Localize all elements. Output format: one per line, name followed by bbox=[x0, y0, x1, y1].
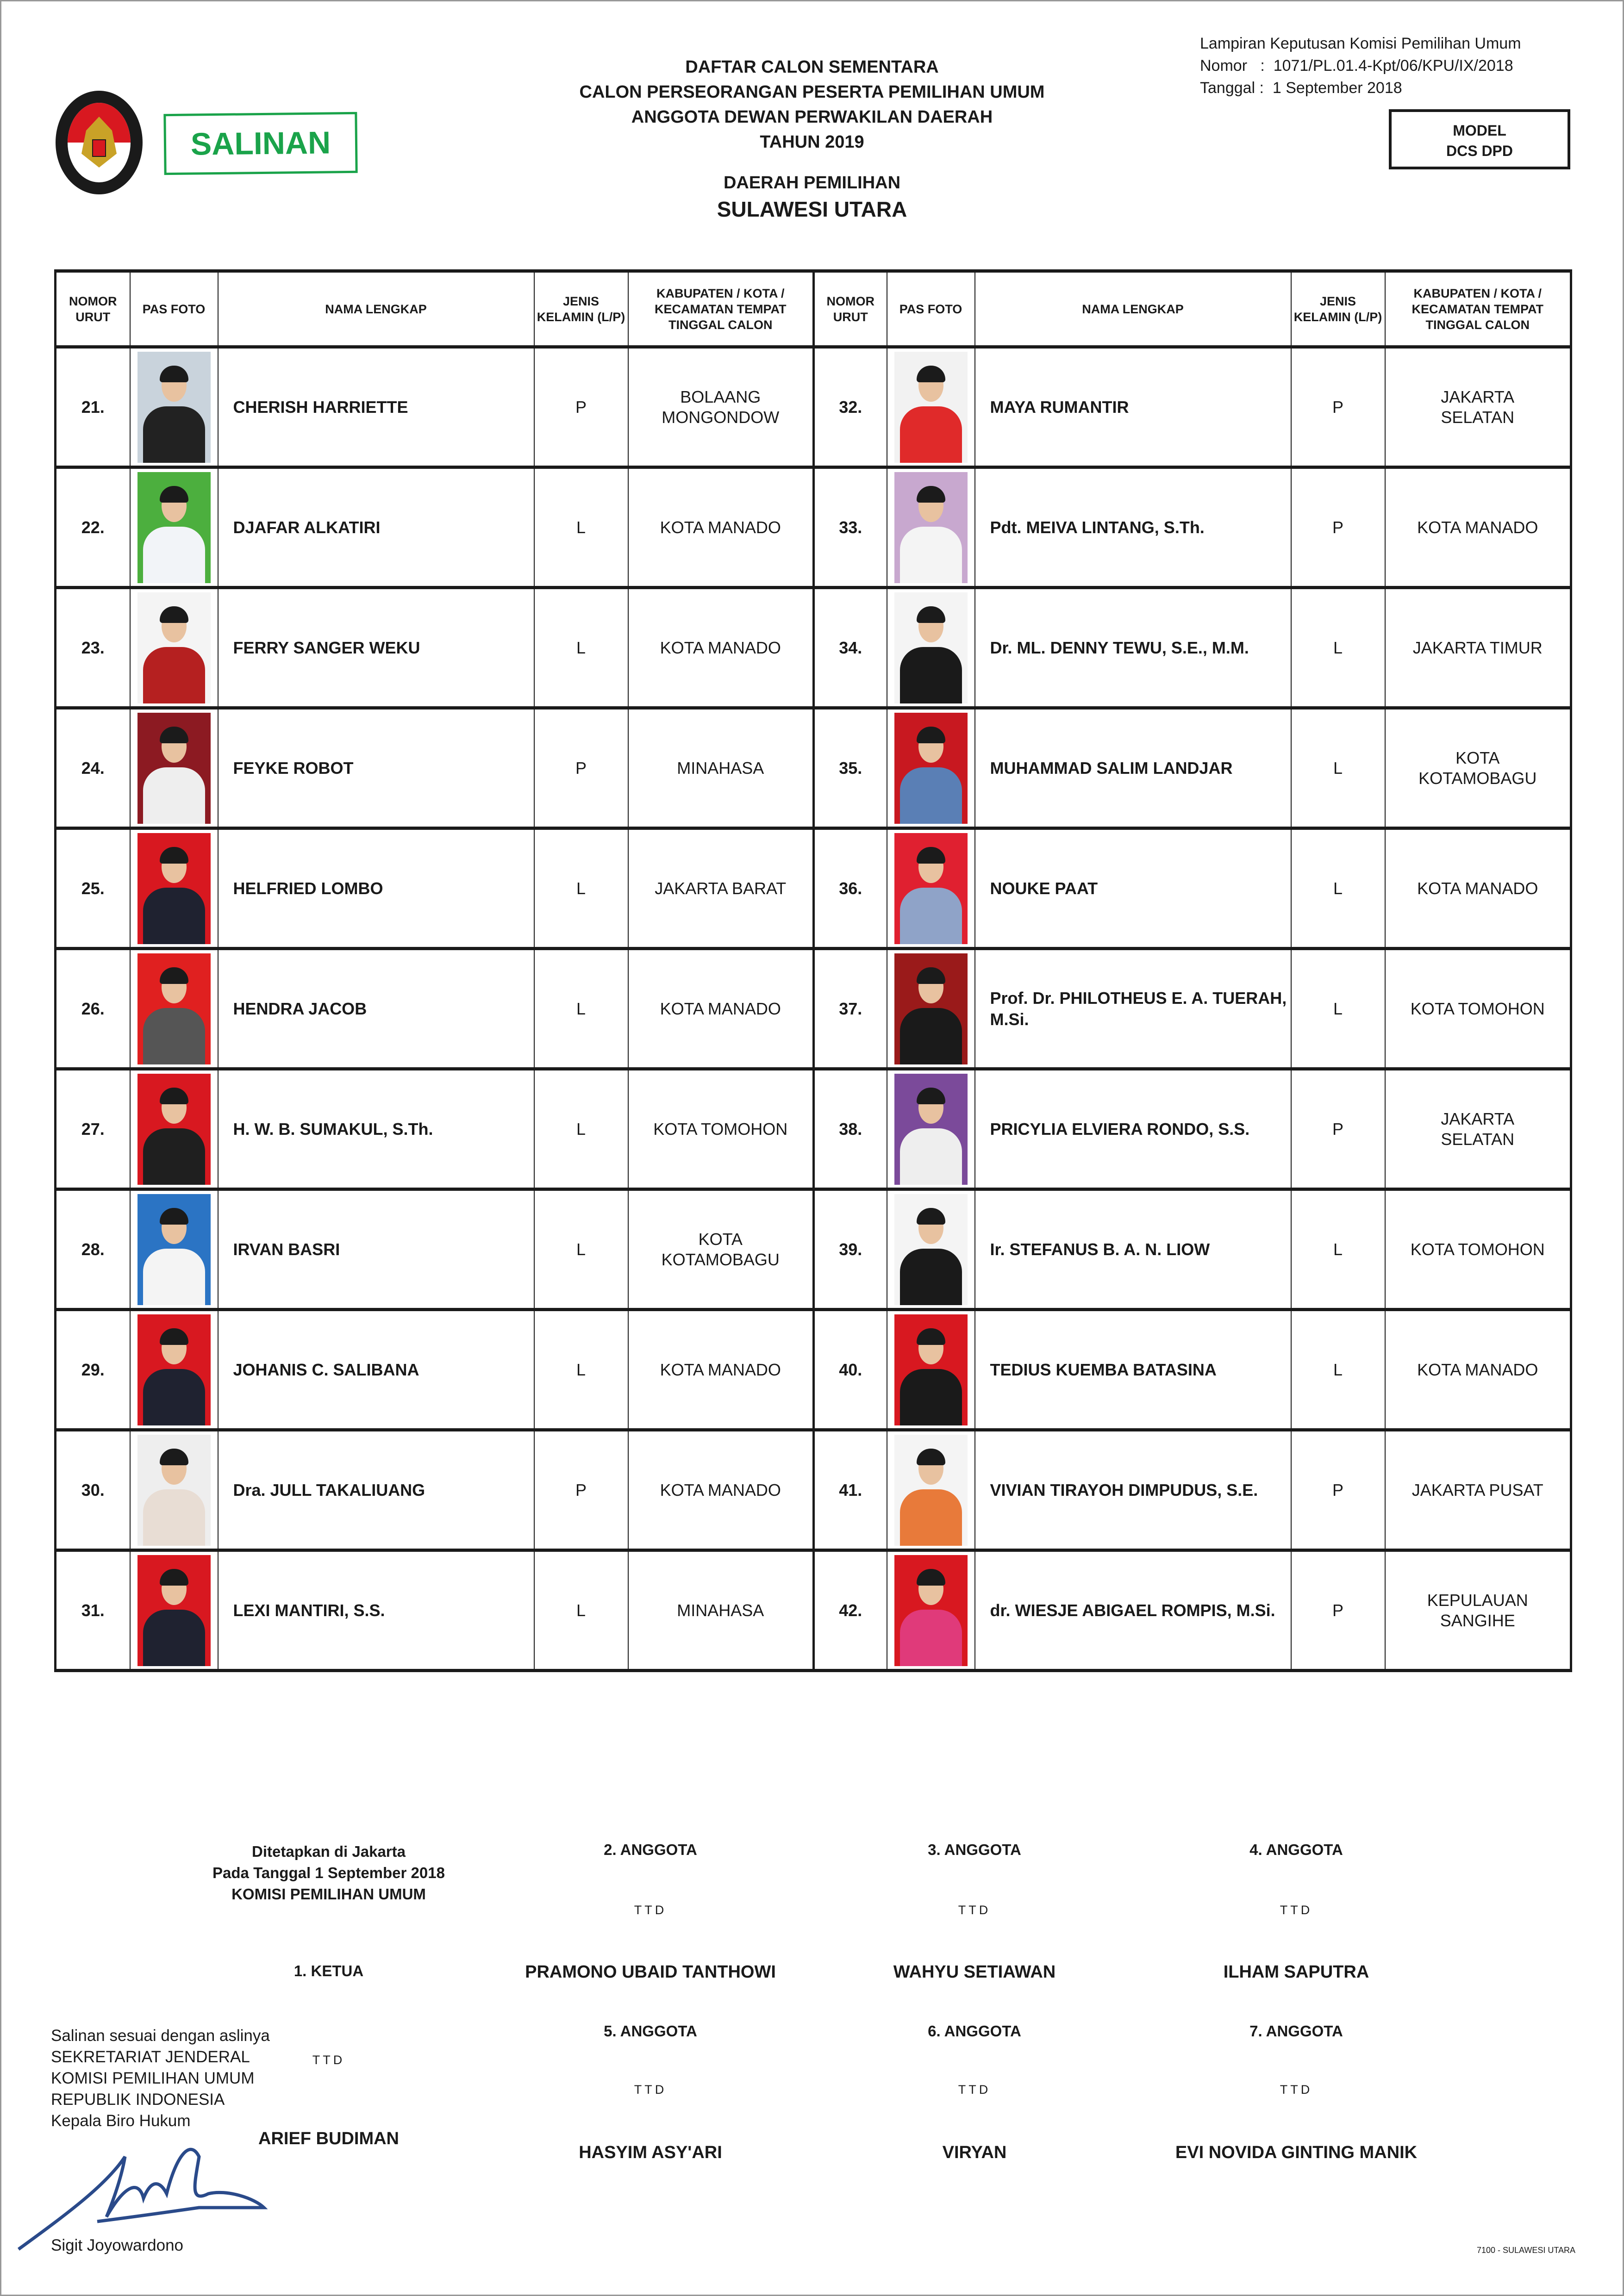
photo-hair bbox=[160, 967, 188, 984]
electoral-region bbox=[463, 170, 1161, 223]
photo-body bbox=[900, 1489, 962, 1546]
candidate-photo bbox=[137, 592, 211, 703]
candidate-number: 28. bbox=[56, 1189, 130, 1310]
candidate-gender: P bbox=[1291, 347, 1385, 467]
candidate-residence: KOTA TOMOHON bbox=[1385, 1189, 1571, 1310]
candidate-name: IRVAN BASRI bbox=[218, 1189, 534, 1310]
photo-hair bbox=[917, 967, 945, 984]
candidate-photo bbox=[894, 592, 968, 703]
model-code: DCS DPD bbox=[1446, 143, 1513, 159]
candidate-photo bbox=[137, 713, 211, 824]
candidate-number: 42. bbox=[814, 1550, 887, 1671]
candidate-photo bbox=[894, 1074, 968, 1185]
candidate-name: FERRY SANGER WEKU bbox=[218, 588, 534, 708]
photo-body bbox=[900, 1249, 962, 1305]
candidate-photo bbox=[137, 1314, 211, 1425]
signer-name: HASYIM ASY'ARI bbox=[579, 2143, 722, 2162]
cert-line: KOMISI PEMILIHAN UMUM bbox=[51, 2069, 255, 2087]
candidate-photo bbox=[894, 352, 968, 463]
candidate-name: H. W. B. SUMAKUL, S.Th. bbox=[218, 1069, 534, 1189]
candidate-gender: L bbox=[1291, 708, 1385, 828]
candidate-gender: L bbox=[534, 467, 628, 588]
photo-body bbox=[900, 527, 962, 583]
candidate-residence: KOTA MANADO bbox=[1385, 828, 1571, 949]
photo-cell bbox=[887, 1550, 975, 1671]
table-row bbox=[56, 1069, 1571, 1189]
candidate-photo bbox=[894, 953, 968, 1064]
candidate-residence: KOTA MANADO bbox=[628, 1310, 814, 1430]
photo-cell bbox=[887, 1430, 975, 1550]
candidate-number: 39. bbox=[814, 1189, 887, 1310]
title-line: CALON PERSEORANGAN PESERTA PEMILIHAN UMUM bbox=[579, 82, 1045, 102]
candidate-gender: L bbox=[1291, 588, 1385, 708]
candidate-number: 33. bbox=[814, 467, 887, 588]
candidate-photo bbox=[894, 1435, 968, 1546]
signature-ttd: TTD bbox=[312, 2053, 345, 2067]
title-line: DAFTAR CALON SEMENTARA bbox=[685, 57, 939, 77]
photo-cell bbox=[130, 949, 218, 1069]
decree-date: Tanggal : 1 September 2018 bbox=[1200, 79, 1402, 97]
photo-hair bbox=[160, 1208, 188, 1225]
photo-body bbox=[900, 406, 962, 463]
photo-cell bbox=[887, 1189, 975, 1310]
salinan-certification bbox=[51, 2025, 270, 2132]
document-code: 7100 - SULAWESI UTARA bbox=[1477, 2246, 1576, 2255]
candidate-gender: L bbox=[534, 1069, 628, 1189]
photo-body bbox=[143, 1128, 205, 1185]
candidate-table bbox=[54, 269, 1572, 1672]
signer-name: ARIEF BUDIMAN bbox=[258, 2129, 399, 2148]
candidate-name: NOUKE PAAT bbox=[975, 828, 1291, 949]
column-header: PAS FOTO bbox=[130, 271, 218, 347]
candidate-gender: L bbox=[534, 588, 628, 708]
photo-cell bbox=[130, 1069, 218, 1189]
photo-body bbox=[900, 1008, 962, 1064]
photo-cell bbox=[887, 467, 975, 588]
photo-cell bbox=[130, 1189, 218, 1310]
photo-cell bbox=[130, 828, 218, 949]
candidate-photo bbox=[137, 1074, 211, 1185]
candidate-gender: P bbox=[534, 1430, 628, 1550]
candidate-residence: KOTA MANADO bbox=[628, 949, 814, 1069]
signer-role: 6. ANGGOTA bbox=[928, 2022, 1021, 2040]
candidate-name: VIVIAN TIRAYOH DIMPUDUS, S.E. bbox=[975, 1430, 1291, 1550]
photo-body bbox=[143, 1249, 205, 1305]
photo-hair bbox=[917, 1208, 945, 1225]
region-name: SULAWESI UTARA bbox=[717, 197, 907, 221]
table-row bbox=[56, 588, 1571, 708]
salinan-stamp: SALINAN bbox=[163, 112, 357, 175]
candidate-residence: KOTA TOMOHON bbox=[628, 1069, 814, 1189]
table-row bbox=[56, 1430, 1571, 1550]
candidate-number: 31. bbox=[56, 1550, 130, 1671]
photo-cell bbox=[887, 828, 975, 949]
candidate-number: 22. bbox=[56, 467, 130, 588]
photo-hair bbox=[160, 727, 188, 743]
lampiran-text: Lampiran Keputusan Komisi Pemilihan Umum bbox=[1200, 35, 1521, 52]
candidate-photo bbox=[137, 833, 211, 944]
photo-hair bbox=[160, 1328, 188, 1345]
candidate-gender: L bbox=[534, 828, 628, 949]
photo-body bbox=[900, 767, 962, 824]
candidate-name: CHERISH HARRIETTE bbox=[218, 347, 534, 467]
signer-role: 4. ANGGOTA bbox=[1249, 1841, 1343, 1858]
photo-body bbox=[143, 647, 205, 703]
photo-body bbox=[143, 527, 205, 583]
photo-body bbox=[143, 406, 205, 463]
candidate-residence: KOTA KOTAMOBAGU bbox=[628, 1189, 814, 1310]
region-label: DAERAH PEMILIHAN bbox=[723, 173, 901, 193]
candidate-gender: L bbox=[1291, 1189, 1385, 1310]
table-row bbox=[56, 828, 1571, 949]
candidate-number: 27. bbox=[56, 1069, 130, 1189]
table-row bbox=[56, 347, 1571, 467]
photo-cell bbox=[130, 1430, 218, 1550]
candidate-name: Prof. Dr. PHILOTHEUS E. A. TUERAH, M.Si. bbox=[975, 949, 1291, 1069]
column-header: NOMOR URUT bbox=[814, 271, 887, 347]
photo-hair bbox=[917, 1569, 945, 1586]
cert-line: Salinan sesuai dengan aslinya bbox=[51, 2027, 270, 2045]
photo-body bbox=[143, 1369, 205, 1425]
photo-hair bbox=[160, 606, 188, 623]
candidate-residence: JAKARTA BARAT bbox=[628, 828, 814, 949]
signature-ttd: TTD bbox=[958, 1903, 991, 1917]
candidate-residence: KOTA MANADO bbox=[628, 1430, 814, 1550]
photo-cell bbox=[130, 467, 218, 588]
candidate-photo bbox=[137, 1435, 211, 1546]
candidate-residence: JAKARTA TIMUR bbox=[1385, 588, 1571, 708]
candidate-gender: P bbox=[534, 347, 628, 467]
candidate-name: Pdt. MEIVA LINTANG, S.Th. bbox=[975, 467, 1291, 588]
photo-cell bbox=[130, 1550, 218, 1671]
ditetapkan-place: Ditetapkan di Jakarta bbox=[252, 1843, 406, 1860]
photo-cell bbox=[887, 949, 975, 1069]
candidate-name: DJAFAR ALKATIRI bbox=[218, 467, 534, 588]
candidate-number: 40. bbox=[814, 1310, 887, 1430]
candidate-photo bbox=[894, 472, 968, 583]
candidate-gender: L bbox=[534, 1310, 628, 1430]
candidate-photo bbox=[894, 1314, 968, 1425]
sekjen-name: Sigit Joyowardono bbox=[51, 2236, 183, 2254]
candidate-name: Dr. ML. DENNY TEWU, S.E., M.M. bbox=[975, 588, 1291, 708]
photo-hair bbox=[917, 366, 945, 382]
candidate-name: MUHAMMAD SALIM LANDJAR bbox=[975, 708, 1291, 828]
candidate-name: LEXI MANTIRI, S.S. bbox=[218, 1550, 534, 1671]
candidate-gender: P bbox=[1291, 467, 1385, 588]
candidate-photo bbox=[137, 472, 211, 583]
title-line: ANGGOTA DEWAN PERWAKILAN DAERAH bbox=[631, 107, 993, 127]
signer-role: 5. ANGGOTA bbox=[604, 2022, 697, 2040]
photo-hair bbox=[917, 727, 945, 743]
photo-cell bbox=[887, 1310, 975, 1430]
candidate-gender: P bbox=[1291, 1430, 1385, 1550]
column-header: NAMA LENGKAP bbox=[218, 271, 534, 347]
table-row bbox=[56, 467, 1571, 588]
lampiran-block bbox=[1200, 32, 1521, 99]
ditetapkan-block bbox=[190, 1841, 468, 1905]
candidate-residence: KOTA MANADO bbox=[1385, 1310, 1571, 1430]
photo-body bbox=[143, 1489, 205, 1546]
candidate-gender: P bbox=[534, 708, 628, 828]
candidate-name: Ir. STEFANUS B. A. N. LIOW bbox=[975, 1189, 1291, 1310]
signer-role: 1. KETUA bbox=[294, 1962, 364, 1979]
candidate-residence: MINAHASA bbox=[628, 1550, 814, 1671]
candidate-residence: BOLAANG MONGONDOW bbox=[628, 347, 814, 467]
photo-hair bbox=[160, 1569, 188, 1586]
photo-body bbox=[900, 888, 962, 944]
photo-hair bbox=[917, 486, 945, 503]
candidate-residence: JAKARTA SELATAN bbox=[1385, 1069, 1571, 1189]
candidate-name: PRICYLIA ELVIERA RONDO, S.S. bbox=[975, 1069, 1291, 1189]
column-header: KABUPATEN / KOTA / KECAMATAN TEMPAT TINGGAL CALON bbox=[1385, 271, 1571, 347]
candidate-photo bbox=[894, 833, 968, 944]
photo-hair bbox=[917, 1449, 945, 1465]
photo-body bbox=[900, 1128, 962, 1185]
cert-line: SEKRETARIAT JENDERAL bbox=[51, 2048, 250, 2066]
candidate-number: 36. bbox=[814, 828, 887, 949]
title-line: TAHUN 2019 bbox=[760, 132, 864, 152]
candidate-name: Dra. JULL TAKALIUANG bbox=[218, 1430, 534, 1550]
candidate-gender: P bbox=[1291, 1550, 1385, 1671]
candidate-gender: P bbox=[1291, 1069, 1385, 1189]
komisi-name: KOMISI PEMILIHAN UMUM bbox=[231, 1885, 426, 1903]
candidate-number: 25. bbox=[56, 828, 130, 949]
signature-ttd: TTD bbox=[634, 1903, 667, 1917]
signer-name: EVI NOVIDA GINTING MANIK bbox=[1175, 2143, 1418, 2162]
candidate-residence: MINAHASA bbox=[628, 708, 814, 828]
model-box bbox=[1389, 109, 1570, 169]
photo-hair bbox=[917, 847, 945, 864]
candidate-residence: JAKARTA SELATAN bbox=[1385, 347, 1571, 467]
photo-hair bbox=[917, 1328, 945, 1345]
candidate-photo bbox=[137, 352, 211, 463]
signature-ttd: TTD bbox=[634, 2083, 667, 2097]
signer-name: ILHAM SAPUTRA bbox=[1223, 1962, 1369, 1982]
document-title bbox=[463, 55, 1161, 155]
model-label: MODEL bbox=[1453, 122, 1506, 139]
candidate-photo bbox=[894, 1194, 968, 1305]
photo-cell bbox=[887, 1069, 975, 1189]
candidate-name: JOHANIS C. SALIBANA bbox=[218, 1310, 534, 1430]
candidate-number: 30. bbox=[56, 1430, 130, 1550]
photo-body bbox=[143, 888, 205, 944]
photo-body bbox=[900, 1610, 962, 1666]
candidate-photo bbox=[894, 713, 968, 824]
table-row bbox=[56, 949, 1571, 1069]
decree-number: Nomor : 1071/PL.01.4-Kpt/06/KPU/IX/2018 bbox=[1200, 57, 1513, 75]
candidate-number: 34. bbox=[814, 588, 887, 708]
photo-body bbox=[900, 1369, 962, 1425]
candidate-number: 29. bbox=[56, 1310, 130, 1430]
candidate-photo bbox=[137, 1555, 211, 1666]
candidate-residence: JAKARTA PUSAT bbox=[1385, 1430, 1571, 1550]
candidate-gender: L bbox=[1291, 828, 1385, 949]
candidate-number: 37. bbox=[814, 949, 887, 1069]
candidate-name: FEYKE ROBOT bbox=[218, 708, 534, 828]
candidate-number: 41. bbox=[814, 1430, 887, 1550]
candidate-gender: L bbox=[1291, 1310, 1385, 1430]
photo-hair bbox=[160, 1088, 188, 1104]
table-row bbox=[56, 708, 1571, 828]
table-row bbox=[56, 1310, 1571, 1430]
candidate-gender: L bbox=[534, 1189, 628, 1310]
cert-line: REPUBLIK INDONESIA bbox=[51, 2091, 225, 2109]
photo-body bbox=[143, 767, 205, 824]
photo-hair bbox=[160, 1449, 188, 1465]
column-header: NAMA LENGKAP bbox=[975, 271, 1291, 347]
candidate-residence: KOTA KOTAMOBAGU bbox=[1385, 708, 1571, 828]
candidate-photo bbox=[137, 953, 211, 1064]
candidate-number: 21. bbox=[56, 347, 130, 467]
candidate-gender: L bbox=[1291, 949, 1385, 1069]
candidate-number: 35. bbox=[814, 708, 887, 828]
table-row bbox=[56, 1550, 1571, 1671]
photo-hair bbox=[160, 847, 188, 864]
candidate-photo bbox=[137, 1194, 211, 1305]
candidate-name: dr. WIESJE ABIGAEL ROMPIS, M.Si. bbox=[975, 1550, 1291, 1671]
column-header: JENIS KELAMIN (L/P) bbox=[534, 271, 628, 347]
photo-cell bbox=[130, 1310, 218, 1430]
candidate-number: 24. bbox=[56, 708, 130, 828]
photo-cell bbox=[130, 708, 218, 828]
signer-name: WAHYU SETIAWAN bbox=[893, 1962, 1056, 1982]
candidate-name: MAYA RUMANTIR bbox=[975, 347, 1291, 467]
candidate-gender: L bbox=[534, 949, 628, 1069]
ditetapkan-date: Pada Tanggal 1 September 2018 bbox=[212, 1864, 445, 1881]
candidate-residence: KOTA TOMOHON bbox=[1385, 949, 1571, 1069]
cert-line: Kepala Biro Hukum bbox=[51, 2112, 191, 2130]
photo-hair bbox=[160, 486, 188, 503]
signer-role: 7. ANGGOTA bbox=[1249, 2022, 1343, 2040]
signature-ttd: TTD bbox=[1280, 1903, 1313, 1917]
signature-ttd: TTD bbox=[958, 2083, 991, 2097]
candidate-gender: L bbox=[534, 1550, 628, 1671]
column-header: KABUPATEN / KOTA / KECAMATAN TEMPAT TINGGAL CALON bbox=[628, 271, 814, 347]
signer-name: VIRYAN bbox=[942, 2143, 1007, 2162]
photo-hair bbox=[917, 1088, 945, 1104]
signer-role: 3. ANGGOTA bbox=[928, 1841, 1021, 1858]
column-header: PAS FOTO bbox=[887, 271, 975, 347]
photo-hair bbox=[917, 606, 945, 623]
column-header: NOMOR URUT bbox=[56, 271, 130, 347]
photo-hair bbox=[160, 366, 188, 382]
candidate-name: HENDRA JACOB bbox=[218, 949, 534, 1069]
photo-cell bbox=[887, 708, 975, 828]
column-header: JENIS KELAMIN (L/P) bbox=[1291, 271, 1385, 347]
candidate-name: HELFRIED LOMBO bbox=[218, 828, 534, 949]
candidate-residence: KOTA MANADO bbox=[628, 588, 814, 708]
candidate-number: 32. bbox=[814, 347, 887, 467]
candidate-photo bbox=[894, 1555, 968, 1666]
signer-role: 2. ANGGOTA bbox=[604, 1841, 697, 1858]
photo-body bbox=[900, 647, 962, 703]
candidate-residence: KEPULAUAN SANGIHE bbox=[1385, 1550, 1571, 1671]
signature-ttd: TTD bbox=[1280, 2083, 1313, 2097]
photo-cell bbox=[130, 347, 218, 467]
photo-cell bbox=[130, 588, 218, 708]
photo-cell bbox=[887, 588, 975, 708]
candidate-name: TEDIUS KUEMBA BATASINA bbox=[975, 1310, 1291, 1430]
kpu-logo bbox=[54, 89, 144, 196]
signer-name: PRAMONO UBAID TANTHOWI bbox=[525, 1962, 776, 1982]
table-row bbox=[56, 1189, 1571, 1310]
candidate-number: 38. bbox=[814, 1069, 887, 1189]
photo-body bbox=[143, 1610, 205, 1666]
candidate-number: 26. bbox=[56, 949, 130, 1069]
candidate-residence: KOTA MANADO bbox=[1385, 467, 1571, 588]
photo-body bbox=[143, 1008, 205, 1064]
photo-cell bbox=[887, 347, 975, 467]
candidate-residence: KOTA MANADO bbox=[628, 467, 814, 588]
candidate-number: 23. bbox=[56, 588, 130, 708]
